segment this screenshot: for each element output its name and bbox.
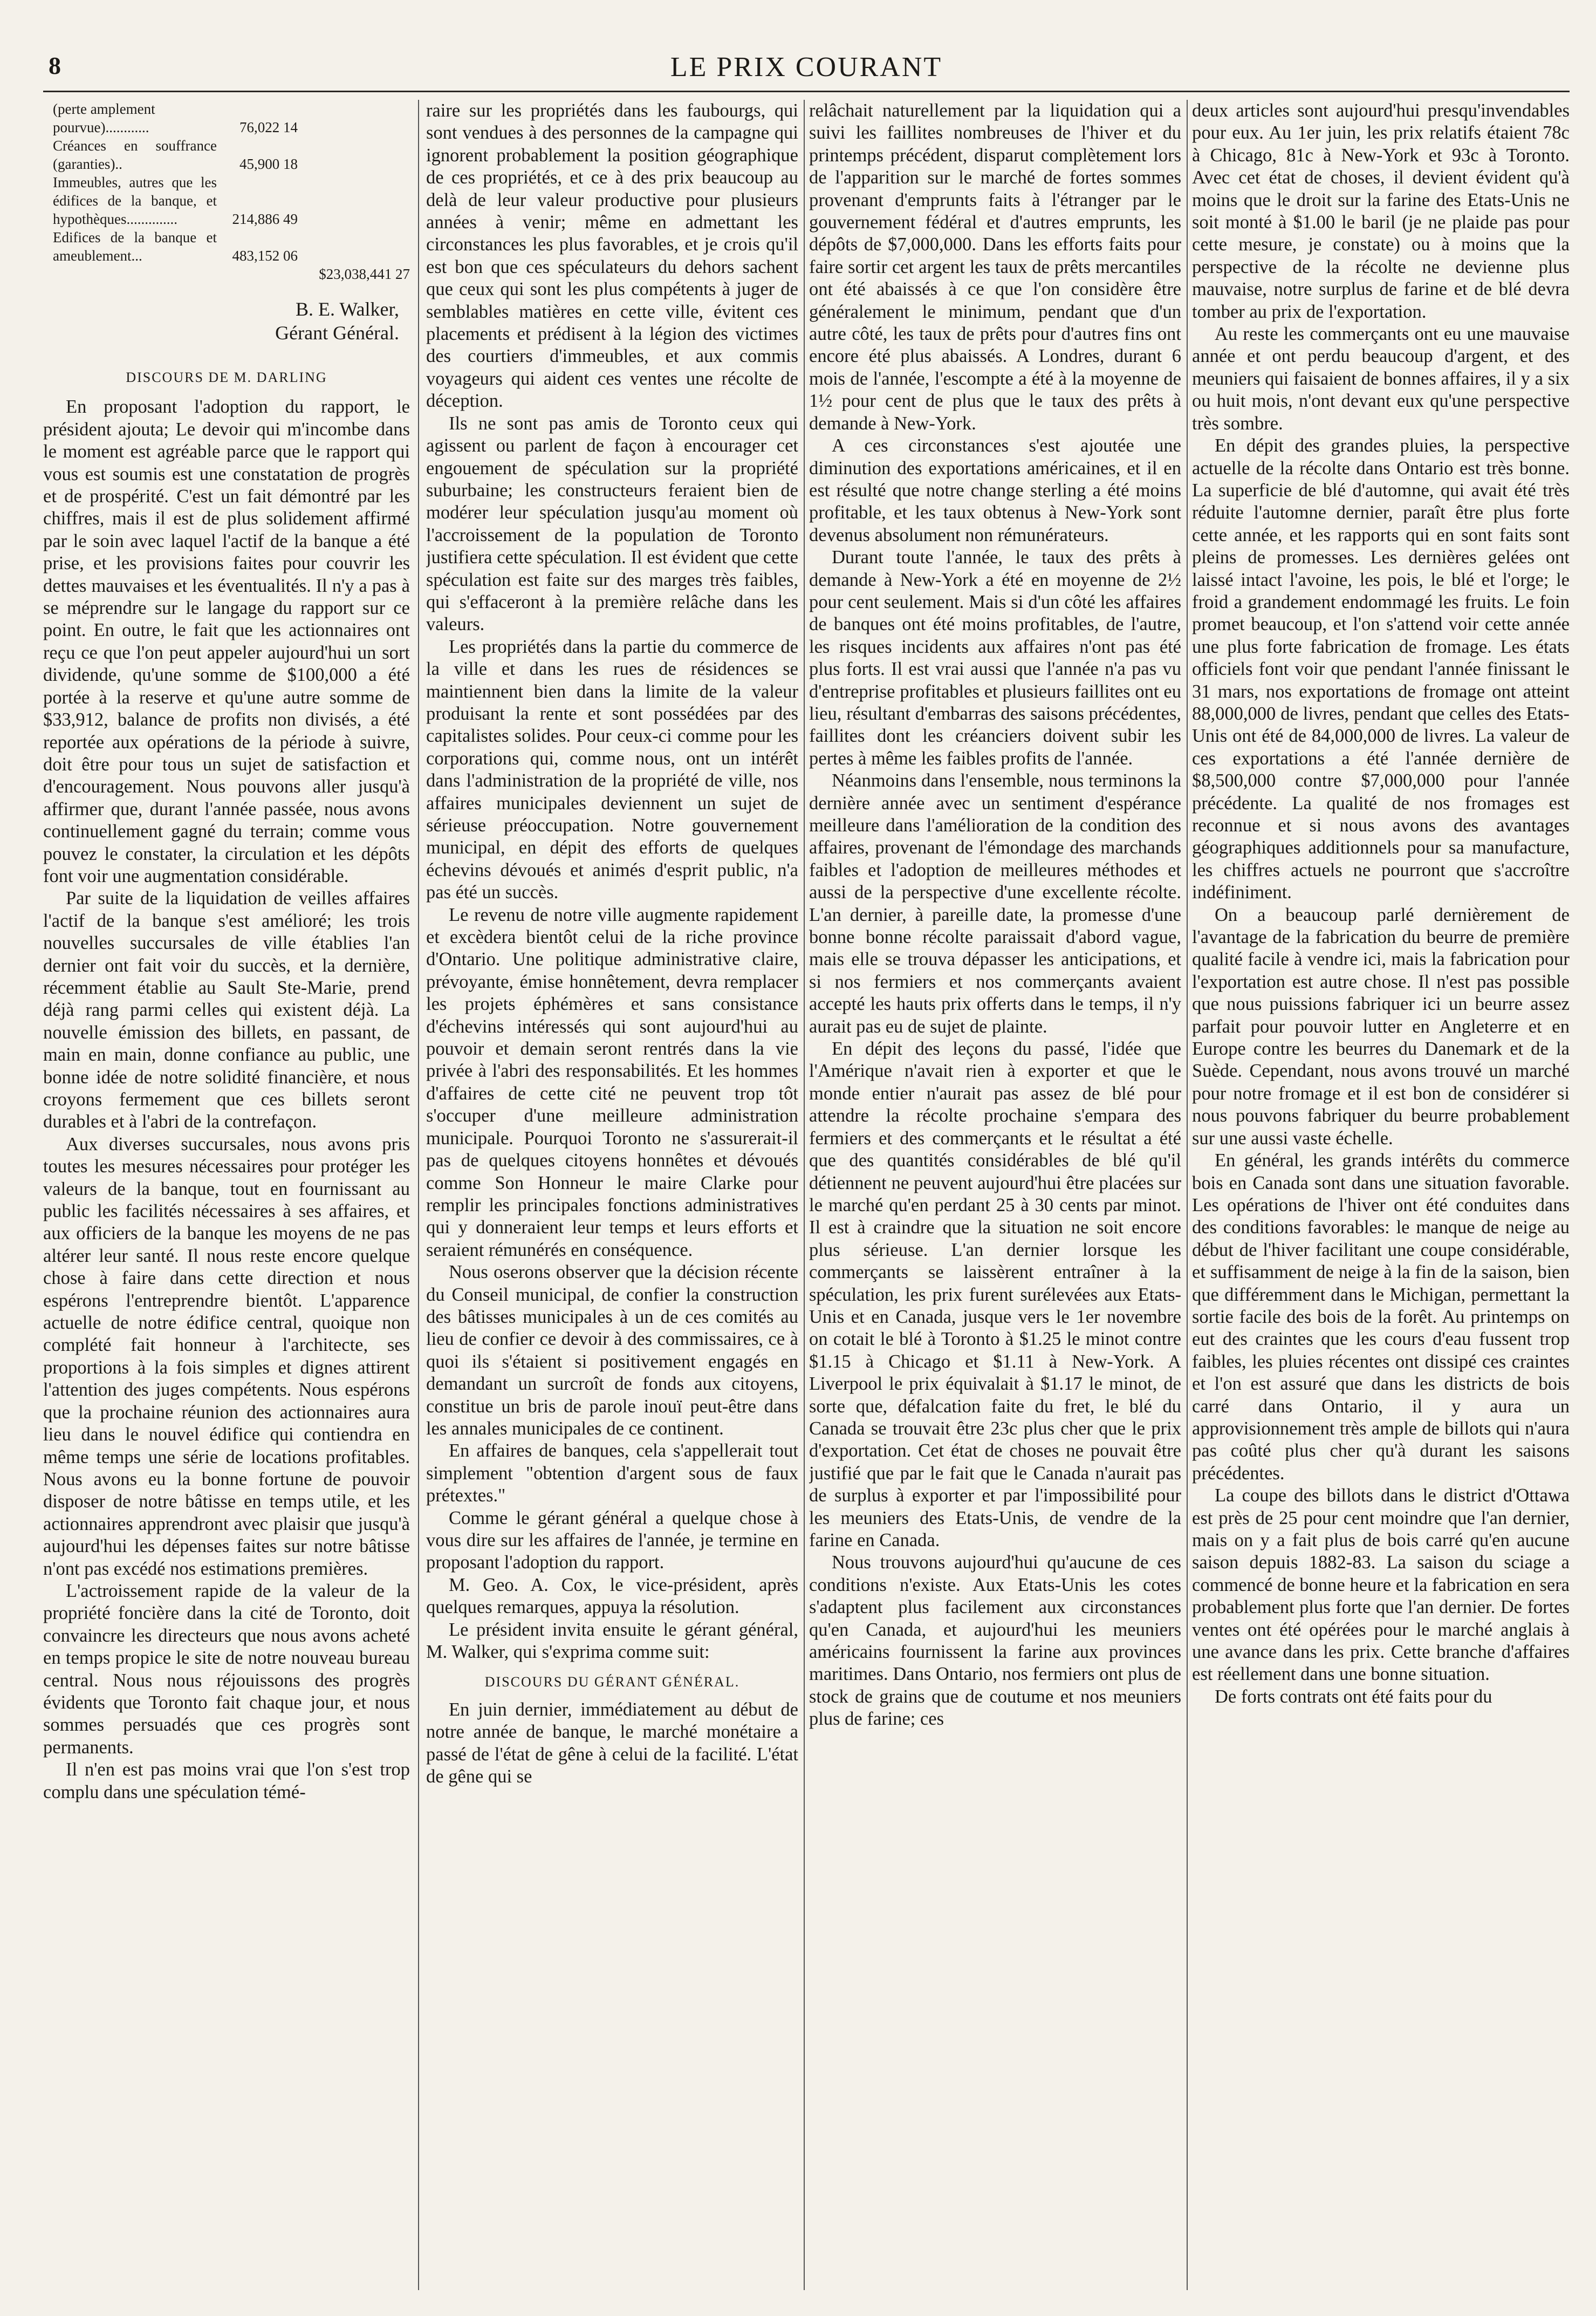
paragraph: A ces circonstances s'est ajoutée une diminution des exportations américaines, et il en est résulté que notre change sterling a été moins profitable, et les taux obtenus à New-York sont devenus absolument non rémunérateurs. bbox=[809, 435, 1181, 545]
paragraph: En affaires de banques, cela s'appellerait tout simplement "obtention d'argent sous de faux prétextes." bbox=[426, 1440, 798, 1506]
page-number: 8 bbox=[49, 52, 61, 79]
statement-row bbox=[43, 136, 410, 173]
paragraph: L'actroissement rapide de la valeur de la propriété foncière dans la cité de Toronto, doit convaincre les directeurs que nous avons acheté en temps propice le site de notre nouveau bureau central. Nous nous réjouissons des progrès évidents que Toronto fait chaque jour, et nous sommes persuadés que ces progrès sont permanents. bbox=[43, 1580, 410, 1758]
statement-row bbox=[43, 228, 410, 265]
statement-total bbox=[302, 118, 410, 136]
paragraph: Les propriétés dans la partie du commerce de la ville et dans les rues de résidences se maintiennent bien dans la limite de la valeur produisant la rente et sont possédées par des capitalistes solides. Pour ceux-ci comme pour les corporations qui, comme nous, ont un intérêt dans l'administration de la propriété de ville, nos affaires municipales deviennent un sujet de sérieuse préoccupation. Notre gouvernement municipal, en dépit des efforts de quelques échevins dévoués et animés d'esprit public, n'a pas été un succès. bbox=[426, 636, 798, 903]
paragraph: deux articles sont aujourd'hui presqu'invendables pour eux. Au 1er juin, les prix relatifs étaient 78c à Chicago, 81c à New-York et 93c à Toronto. Avec cet état de choses, il devient évident qu'à moins que le droit sur la farine des Etats-Unis ne soit monté à $1.00 le baril (je ne plaide pas pour cette mesure, je constate) ou à moins que la perspective de la récolte ne devienne plus mauvaise, notre surplus de farine et de blé devra tomber au prix de l'exportation. bbox=[1192, 100, 1570, 322]
paragraph: Nous trouvons aujourd'hui qu'aucune de ces conditions n'existe. Aux Etats-Unis les cotes s'adaptent plus facilement aux circonstances qu'en Canada, et aujourd'hui les meuniers américains fournissent la farine aux provinces maritimes. Dans Ontario, nos fermiers ont plus de stock de grains que de coutume et nos meuniers plus de farine; ces bbox=[809, 1552, 1181, 1730]
statement-total bbox=[302, 100, 410, 118]
column-1 bbox=[43, 100, 410, 2290]
statement-amount: 76,022 14 bbox=[239, 119, 298, 135]
column-divider bbox=[1187, 100, 1188, 2290]
signature-block bbox=[43, 297, 399, 345]
statement-row bbox=[43, 173, 410, 228]
statement-amount: 483,152 06 bbox=[232, 248, 298, 264]
statement-total bbox=[302, 136, 410, 173]
paragraph: Comme le gérant général a quelque chose à vous dire sur les affaires de l'année, je termine en proposant l'adoption du rapport. bbox=[426, 1507, 798, 1573]
signature-title: Gérant Général. bbox=[275, 322, 399, 344]
paragraph: On a beaucoup parlé dernièrement de l'avantage de la fabrication du beurre de première qualité facile à vendre ici, mais la fabrication pour l'exportation est autre chose. Il n'est pas possible que nous puissions fabriquer ici un beurre assez parfait pour pouvoir lutter en Angleterre et en Europe contre les beurres du Danemark et de la Suède. Cependant, nous avons trouvé un marché pour notre fromage et il est bon de considérer si nous pouvons fabriquer du beurre probablement sur une aussi vaste échelle. bbox=[1192, 904, 1570, 1149]
paragraph: M. Geo. A. Cox, le vice-président, après quelques remarques, appuya la résolution. bbox=[426, 1574, 798, 1618]
paragraph: Le président invita ensuite le gérant général, M. Walker, qui s'exprima comme suit: bbox=[426, 1619, 798, 1663]
section-heading: DISCOURS DU GÉRANT GÉNÉRAL. bbox=[484, 1674, 740, 1690]
statement-label bbox=[43, 265, 217, 283]
statement-amount: 214,886 49 bbox=[232, 211, 298, 227]
paragraph: En proposant l'adoption du rapport, le président ajouta; Le devoir qui m'incombe dans le moment est agréable parce que le rapport qui vous est soumis est une constatation de progrès et de prospérité. C'est un fait démontré par les chiffres, mais il est de plus solidement affirmé par le soin avec laquel l'actif de la banque a été prise, et les provisions faites pour couvrir les dettes mauvaises et les éventualités. Il n'y a pas à se méprendre sur le langage du rapport sur ce point. En outre, le fait que les actionnaires ont reçu ce que l'on peut appeler aujourd'hui un sort dividende, qu'une somme de $100,000 a été portée à la reserve et qu'une autre somme de $33,912, balance de profits non divisés, a été reportée aux opérations de la période à suivre, doit être pour tous un sujet de satisfaction et d'encouragement. Nous pouvons aller jusqu'à affirmer que, durant l'année passée, nous avons continuellement gagné du terrain; comme vous pouvez le constater, la circulation et les dépôts font voir une augmentation considérable. bbox=[43, 397, 410, 886]
paragraph: Nous oserons observer que la décision récente du Conseil municipal, de confier la construction des bâtisses municipales à un de ces comités au lieu de confier ce devoir à des commissaires, ce à quoi ils s'étaient si positivement engagés en demandant un surcroît de fonds aux citoyens, constitue un bris de parole inouï peut-être dans les annales municipales de ce continent. bbox=[426, 1262, 798, 1439]
statement-label: Edifices de la banque et ameublement... bbox=[53, 229, 217, 264]
paragraph: Par suite de la liquidation de veilles affaires l'actif de la banque s'est amélioré; les trois nouvelles succursales de ville établies l'an dernier ont fait voir du succès, et la dernière, récemment établie au Sault Ste-Marie, prend déjà rang parmi celles qui existent déjà. La nouvelle émission des billets, en passant, de main en main, donne confiance au public, une bonne idée de notre solidité financière, et nous croyons fermement que ces billets seront durables et à l'abri de la contrefaçon. bbox=[43, 888, 410, 1132]
paragraph: La coupe des billots dans le district d'Ottawa est près de 25 pour cent moindre que l'an dernier, mais on y a fait plus de bois carré qu'en aucune saison depuis 1882-83. La saison du sciage a commencé de bonne heure et la fabrication en sera probablement plus forte que l'an dernier. De fortes ventes ont été opérées pour le marché anglais à une avance dans les prix. Cette branche d'affaires est réellement dans une bonne situation. bbox=[1192, 1485, 1570, 1685]
paragraph: En juin dernier, immédiatement au début de notre année de banque, le marché monétaire a passé de l'état de gêne à celui de la facilité. L'état de gêne qui se bbox=[426, 1699, 798, 1787]
paragraph: relâchait naturellement par la liquidation qui a suivi les faillites nombreuses de l'hiver et du printemps précédent, disparut complètement lors de l'apparition sur le marché de fortes sommes provenant d'emprunts faits à l'étranger par le gouvernement fédéral et d'autres emprunts, les dépôts de $7,000,000. Dans les efforts faits pour faire sortir cet argent les taux de prêts mercantiles ont été abaissés à ce que l'on considère être généralement le minimum, pendant que d'un autre côté, les taux de prêts pour d'autres fins ont encore été plus abaissés. A Londres, durant 6 mois de l'année, l'escompte a été à la moyenne de 1½ pour cent de plus que le taux des prêts à demande à New-York. bbox=[809, 100, 1181, 434]
paragraph: En général, les grands intérêts du commerce bois en Canada sont dans une situation favorable. Les opérations de l'hiver ont été conduites dans des conditions favorables: le manque de neige au début de l'hiver facilitant une coupe considérable, et suffisamment de neige à la fin de la saison, bien que différemment dans le Michigan, permettant la sortie facile des bois de la forêt. Au printemps on eut des craintes que les cours d'eau fussent trop faibles, les pluies récentes ont dissipé ces craintes et l'on est assuré que dans les districts de bois carré dans Ontario, il y aura un approvisionnement très ample de billots qui n'aura pas coûté plus cher qu'à durant les saisons précédentes. bbox=[1192, 1150, 1570, 1484]
column-4 bbox=[1192, 100, 1570, 2290]
column-2 bbox=[426, 100, 798, 2290]
paragraph: De forts contrats ont été faits pour du bbox=[1215, 1686, 1492, 1707]
statement-total bbox=[302, 228, 410, 265]
statement-label: Créances en souffrance (garanties).. bbox=[53, 138, 217, 172]
column-divider bbox=[418, 100, 419, 2290]
paragraph: Il n'en est pas moins vrai que l'on s'est trop complu dans une spéculation témé- bbox=[43, 1759, 410, 1802]
newspaper-title: LE PRIX COURANT bbox=[670, 52, 943, 83]
statement-label: Immeubles, autres que les édifices de la banque, et hypothèques.............. bbox=[53, 174, 217, 227]
paragraph: Aux diverses succursales, nous avons pris toutes les mesures nécessaires pour protéger les valeurs de la banque, tout en fournissant au public les facilités nécessaires à ses affaires, et aux officiers de la banque les moyens de ne pas altérer leur santé. Il nous reste encore quelque chose à faire dans cette direction et nous espérons l'entreprendre bientôt. L'apparence actuelle de notre édifice central, quoique non complété fait honneur à l'architecte, ses proportions à la fois simples et dignes attirent l'attention des juges compétents. Nous espérons que la prochaine réunion des actionnaires aura lieu dans le nouvel édifice qui contiendra en même temps une série de locations profitables. Nous avons eu la bonne fortune de pouvoir disposer de notre bâtisse en temps utile, et les actionnaires apprendront avec plaisir que jusqu'à aujourd'hui les dépenses faites sur notre bâtisse n'ont pas excédé nos estimations premières. bbox=[43, 1133, 410, 1579]
paragraph: raire sur les propriétés dans les faubourgs, qui sont vendues à des personnes de la campagne qui ignorent probablement la position géographique de ces propriétés, et ce à des prix beaucoup au delà de leur valeur productive pour plusieurs années à venir; même en admettant les circonstances les plus favorables, et je crois qu'il est bon que ces spéculateurs du dehors sachent que ceux qui sont les plus compétents à juger de semblables matières en cette ville, évitent ces placements et prédisent à la légion des victimes des courtiers d'immeubles, et aux commis voyageurs qui aident ces ventes une récolte de déception. bbox=[426, 100, 798, 412]
signature-name: B. E. Walker, bbox=[296, 298, 399, 320]
statement-amount bbox=[217, 265, 302, 283]
paragraph: En dépit des grandes pluies, la perspective actuelle de la récolte dans Ontario est très bonne. La superficie de blé d'automne, qui avait été très réduite l'automne dernier, paraît être plus forte cette année, et les rapports qui en sont faits sont pleins de promesses. Les dernières gelées ont laissé intact l'avoine, les pois, le blé et l'orge; le froid a grandement endommagé les fruits. Le foin promet beaucoup, et l'on s'attend voir cette année une plus forte fabrication de fromage. Les états officiels font voir que pendant l'année finissant le 31 mars, nos exportations de fromage ont atteint 88,000,000 de livres, pendant que celles des Etats-Unis ont été de 84,000,000 de livres. La valeur de ces exportations a été l'année dernière de $8,500,000 contre $7,000,000 pour l'année précédente. La qualité de nos fromages est reconnue et si nous avons des avantages géographiques additionnels pour sa manufacture, les chiffres actuels ne pourront que s'accroître indéfiniment. bbox=[1192, 435, 1570, 903]
column-3 bbox=[809, 100, 1181, 2290]
statement-row bbox=[43, 265, 410, 283]
statement-total bbox=[302, 173, 410, 228]
paragraph: Durant toute l'année, le taux des prêts à demande à New-York a été en moyenne de 2½ pour cent seulement. Mais si d'un côté les affaires de banques ont été moins profitables, de l'autre, les risques incidents aux affaires n'ont pas été plus forts. Il est vrai aussi que l'année n'a pas vu d'entreprise profitables et plusieurs faillites ont eu lieu, résultant d'embarras des saisons précédentes, faillites dont les créanciers doivent subir les pertes à même les faibles profits de l'année. bbox=[809, 547, 1181, 769]
column-divider bbox=[804, 100, 805, 2290]
paragraph: Au reste les commerçants ont eu une mauvaise année et ont perdu beaucoup d'argent, et des meuniers qui faisaient de bonnes affaires, il y a six ou huit mois, n'ont devant eux qu'une perspective très sombre. bbox=[1192, 324, 1570, 434]
paragraph: Le revenu de notre ville augmente rapidement et excèdera bientôt celui de la riche province d'Ontario. Une politique administrative claire, prévoyante, émise honnêtement, devra remplacer les projets éphémères et sans consistance d'échevins intéressés qui sont aujourd'hui au pouvoir et demain seront rentrés dans la vie privée à l'abri des responsabilités. Et les hommes d'affaires de cette cité ne peuvent trop tôt s'occuper d'une meilleure administration municipale. Pourquoi Toronto ne s'assurerait-il pas de quelques citoyens honnêtes et dévoués comme Son Honneur le maire Clarke pour remplir les principales fonctions administratives qui y donneraient leur temps et leurs efforts et seraient rémunérés en conséquence. bbox=[426, 904, 798, 1260]
header-rule bbox=[43, 91, 1570, 92]
statement-row bbox=[43, 118, 410, 136]
page-header bbox=[43, 51, 1570, 84]
statement-amount: 45,900 18 bbox=[239, 156, 298, 172]
statement-label: (perte amplement bbox=[53, 101, 155, 117]
statement-label: pourvue)............ bbox=[53, 119, 149, 135]
statement-amount bbox=[217, 100, 302, 118]
paragraph: Néanmoins dans l'ensemble, nous terminons la dernière année avec un sentiment d'espérance meilleure dans l'amélioration de la condition des affaires, provenant de l'émondage des marchands faibles et l'adoption de meilleures méthodes et aussi de la perspective d'une excellente récolte. L'an dernier, à pareille date, la promesse d'une bonne bonne récolte paraissait d'abord vague, mais elle se trouva dépasser les anticipations, et si nos fermiers et nos commerçants avaient accepté les hauts prix offerts dans le temps, il n'y aurait pas eu de sujet de plainte. bbox=[809, 770, 1181, 1037]
statement-row bbox=[43, 100, 410, 118]
paragraph: Ils ne sont pas amis de Toronto ceux qui agissent ou parlent de façon à encourager cet engouement de spéculation sur la propriété suburbaine; les constructeurs feraient bien de modérer leur spéculation jusqu'au moment où l'accroissement de la population de Toronto justifiera cette spéculation. Il est évident que cette spéculation est faite sur des marges très faibles, qui s'effaceront à la première relâche dans les valeurs. bbox=[426, 413, 798, 635]
statement-total: $23,038,441 27 bbox=[319, 266, 410, 282]
financial-statement bbox=[43, 100, 410, 283]
section-heading: DISCOURS DE M. DARLING bbox=[126, 370, 327, 385]
paragraph: En dépit des leçons du passé, l'idée que l'Amérique n'avait rien à exporter et que le monde entier n'aurait pas assez de blé pour attendre la récolte prochaine s'empara des fermiers et des commerçants et le résultat a été que des quantités considérables de blé qu'il détiennent ne peuvent aujourd'hui être placées sur le marché qu'en perdant 25 à 30 cents par minot. Il est à craindre que la situation ne soit encore plus sérieuse. L'an dernier lorsque les commerçants se laissèrent entraîner à la spéculation, les prix furent surélevées aux Etats-Unis et en Canada, jusque vers le 1er novembre on cotait le blé à Toronto à $1.25 le minot contre $1.15 à Chicago et $1.11 à New-York. A Liverpool le prix équivalait à $1.17 le minot, de sorte que, défalcation faite du fret, le blé du Canada se trouvait être 23c plus cher que le prix d'exportation. Cet état de choses ne pouvait être justifié que par le fait que le Canada n'aurait pas de surplus à exporter et par l'impossibilité pour les meuniers des Etats-Unis, de vendre de la farine en Canada. bbox=[809, 1039, 1181, 1550]
